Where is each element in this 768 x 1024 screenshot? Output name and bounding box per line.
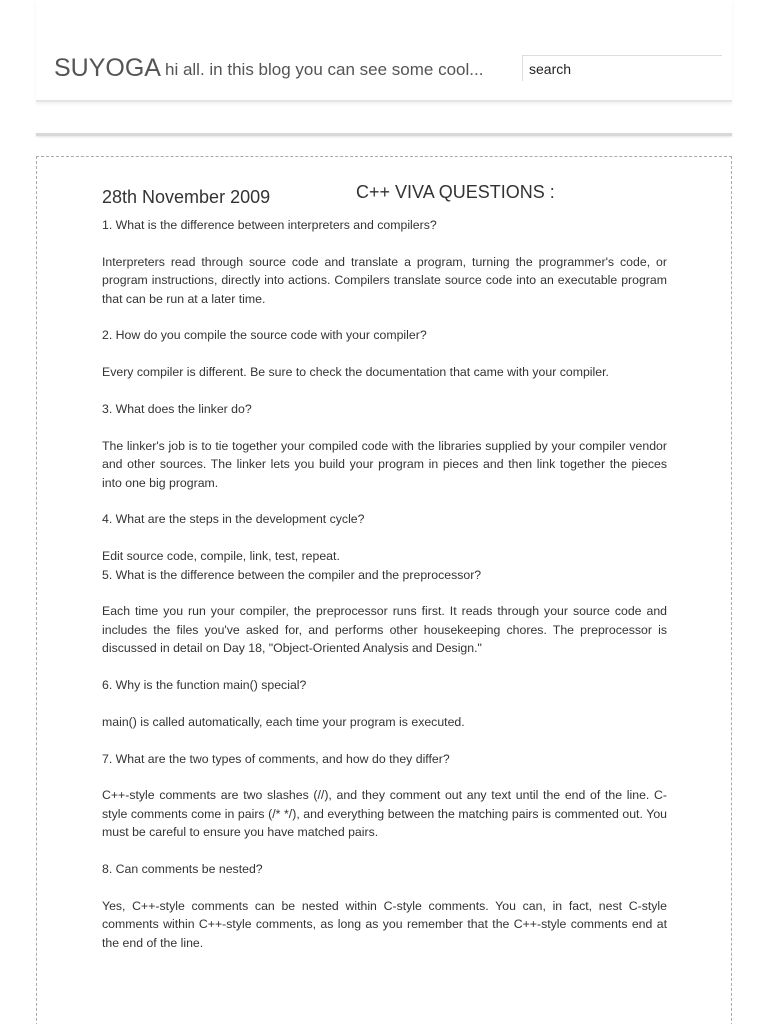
question-6: 6. Why is the function main() special?	[102, 678, 307, 693]
question-4: 4. What are the steps in the development cycle?	[102, 512, 365, 527]
question-1: 1. What is the difference between interpreters and compilers?	[102, 218, 437, 232]
navigation-bar	[36, 133, 732, 136]
answer-4: Edit source code, compile, link, test, repeat.	[102, 549, 340, 564]
blog-header	[36, 0, 732, 102]
answer-8: Yes, C++-style comments can be nested within C-style comments. You can, in fact, nest C-style comments within C++-style comments, as long as you remember that the C++-style comments end at the end of the line.	[102, 898, 667, 950]
answer-2: Every compiler is different. Be sure to check the documentation that came with your compiler.	[102, 365, 609, 380]
search-input[interactable]	[522, 55, 722, 81]
post-title[interactable]: C++ VIVA QUESTIONS :	[356, 182, 555, 202]
answer-5: Each time you run your compiler, the preprocessor runs first. It reads through your source code and includes the files you've asked for, and performs other housekeeping chores. The preprocessor is discussed in detail on Day 18, "Object-Oriented Analysis and Design."	[102, 604, 667, 656]
blog-description: hi all. in this blog you can see some cool...	[165, 60, 484, 79]
question-7: 7. What are the two types of comments, and how do they differ?	[102, 751, 450, 766]
answer-7: C++-style comments are two slashes (//), and they comment out any text until the end of the line. C-style comments come in pairs (/* */), and everything between the matching pairs is commented out. You must be careful to ensure you have matched pairs.	[102, 788, 667, 840]
blog-title-link[interactable]: SUYOGA	[54, 54, 161, 82]
post-body	[102, 216, 667, 952]
question-5: 5. What is the difference between the compiler and the preprocessor?	[102, 567, 482, 582]
question-8: 8. Can comments be nested?	[102, 862, 263, 877]
question-2: 2. How do you compile the source code with your compiler?	[102, 328, 427, 343]
answer-6: main() is called automatically, each time your program is executed.	[102, 714, 465, 729]
answer-3: The linker's job is to tie together your compiled code with the libraries supplied by your compiler vendor and other sources. The linker lets you build your program in pieces and then link together the pieces into one big program.	[102, 438, 667, 490]
answer-1: Interpreters read through source code and translate a program, turning the programmer's code, or program instructions, directly into actions. Compilers translate source code into an executable program that can be run at a later time.	[102, 254, 667, 306]
post-date: 28th November 2009	[102, 187, 271, 207]
question-3: 3. What does the linker do?	[102, 402, 252, 416]
